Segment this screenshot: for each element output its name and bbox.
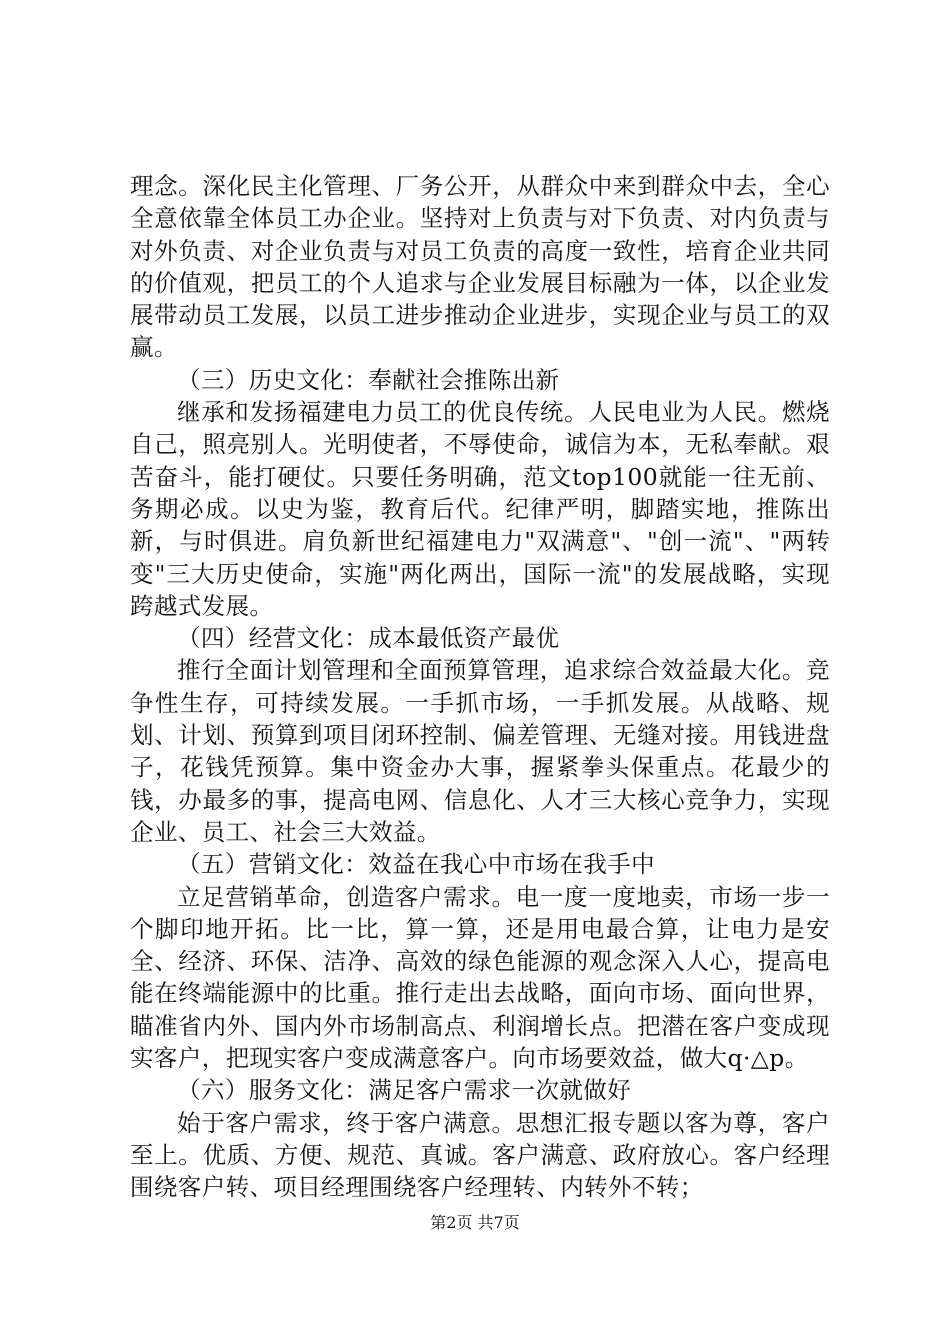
body-text [130, 170, 830, 1204]
paragraph-continuation: 理念。深化民主化管理、厂务公开，从群众中来到群众中去，全心全意依靠全体员工办企业。坚持对上负责与对下负责、对内负责与对外负责、对企业负责与对员工负责的高度一致性，培育企业共同的价值观，把员工的个人追求与企业发展目标融为一体，以企业发展带动员工发展，以员工进步推动企业进步，实现企业与员工的双赢。 [130, 172, 830, 362]
section-heading-marketing-culture: （五）营销文化：效益在我心中市场在我手中 [177, 850, 655, 879]
section-heading-business-culture: （四）经营文化：成本最低资产最优 [177, 624, 560, 653]
paragraph-service-culture: 始于客户需求，终于客户满意。思想汇报专题以客为尊，客户至上。优质、方便、规范、真诚。客户满意、政府放心。客户经理围绕客户转、项目经理围绕客户经理转、内转外不转； [130, 1108, 830, 1202]
section-heading-service-culture: （六）服务文化：满足客户需求一次就做好 [177, 1076, 632, 1105]
section-heading-history-culture: （三）历史文化：奉献社会推陈出新 [177, 365, 560, 394]
paragraph-business-culture: 推行全面计划管理和全面预算管理，追求综合效益最大化。竞争性生存，可持续发展。一手抓市场，一手抓发展。从战略、规划、计划、预算到项目闭环控制、偏差管理、无缝对接。用钱进盘子，花钱凭预算。集中资金办大事，握紧拳头保重点。花最少的钱，办最多的事，提高电网、信息化、人才三大核心竞争力，实现企业、员工、社会三大效益。 [130, 656, 830, 846]
page-number-footer: 第2页 共7页 [430, 1213, 520, 1232]
paragraph-history-culture: 继承和发扬福建电力员工的优良传统。人民电业为人民。燃烧自己，照亮别人。光明使者，不辱使命，诚信为本，无私奉献。艰苦奋斗，能打硬仗。只要任务明确，范文top100就能一往无前、务期必成。以史为鉴，教育后代。纪律严明，脚踏实地，推陈出新，与时俱进。肩负新世纪福建电力"双满意"、"创一流"、"两转变"三大历史使命，实施"两化两出，国际一流"的发展战略，实现跨越式发展。 [130, 398, 830, 620]
paragraph-marketing-culture: 立足营销革命，创造客户需求。电一度一度地卖，市场一步一个脚印地开拓。比一比，算一算，还是用电最合算，让电力是安全、经济、环保、洁净、高效的绿色能源的观念深入人心，提高电能在终端能源中的比重。推行走出去战略，面向市场、面向世界，瞄准省内外、国内外市场制高点、利润增长点。把潜在客户变成现实客户，把现实客户变成满意客户。向市场要效益，做大q·△p。 [130, 882, 830, 1073]
